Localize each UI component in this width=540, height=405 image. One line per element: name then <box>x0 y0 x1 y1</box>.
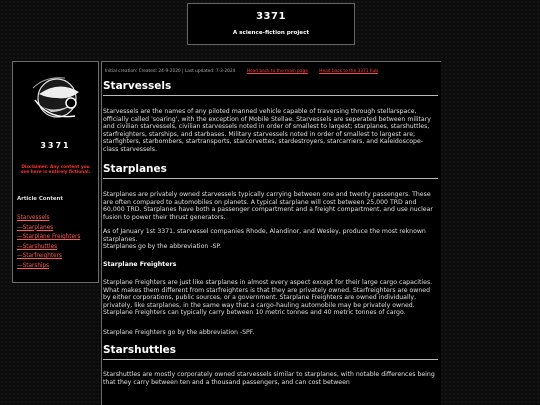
paragraph-starplanes-1: Starplanes are privately owned starvessels typically carrying between one and twenty passengers. These are often compared to automobiles on planets. A typical starplane will cost between 25,000 TRD and 60,000 TRD. Starplanes have both a passenger compartment and a freight compartment, and use nuclear fusion to power their thrust generators. <box>103 191 433 221</box>
site-tagline: A science-fiction project <box>232 30 310 36</box>
paragraph-starplanes-2: As of January 1st 3371, starvessel companies Rhode, Alandinor, and Wesley, produce the most reknown starplanes. <box>103 228 426 243</box>
toc-link-starplanes[interactable]: —Starplanes <box>17 224 54 231</box>
table-of-contents <box>17 214 80 272</box>
sidebar-title: 3371 <box>40 141 71 150</box>
main-page-link[interactable]: Head back to the main page <box>246 69 308 74</box>
paragraph-starplanes-3: Starplanes go by the abbreviation -SP. <box>103 243 222 250</box>
subheading-starplane-freighters: Starplane Freighters <box>103 260 177 268</box>
toc-title: Article Content <box>17 196 63 202</box>
site-title: 3371 <box>256 11 286 22</box>
paragraph-freighters-2: Starplane Freighters go by the abbreviation -SPF. <box>103 328 255 336</box>
article-content <box>103 80 438 386</box>
heading-starplanes: Starplanes <box>103 163 438 179</box>
toc-link-starplane-freighters[interactable]: —Starplane Freighters <box>17 234 81 241</box>
article-main <box>101 61 441 405</box>
toc-link-starfreighters[interactable]: —Starfreighters <box>17 253 62 260</box>
paragraph-starshuttles: Starshuttles are mostly corporately owned starvessels similar to starplanes, with notable differences being that they carry between ten and a thousand passengers, and can cost between <box>103 371 435 386</box>
toc-link-starshuttles[interactable]: —Starshuttles <box>17 243 58 250</box>
heading-starvessels: Starvessels <box>103 80 438 96</box>
disclaimer-text: Disclaimer: Any content you see here is entirely fictional. <box>20 165 91 176</box>
planet-logo-icon <box>29 70 85 126</box>
paragraph-starvessels: Starvessels are the names of any piloted manned vehicle capable of traversing through stellarspace, officially called 'soaring', with the exception of Mobile Stellae. Starvessels are seperated between military and civilian starvessels, civilian starvessels noted in order of smallest to largest; starplanes, starshuttles, starfreighters, starships, and starbases. Military starvessels noted in order of smallest to largest are; starfighters, starbombers, startransports, starcorvettes, stardestroyers, starcarriers, and Kaleidoscope-class starvessels. <box>103 108 431 153</box>
creation-info: Initial creation: Created: 24-9-2020 | Last updated: 7-3-2024 <box>105 69 236 74</box>
paragraph-freighters-1: Starplane Freighters are just like starplanes in almost every aspect except for their large cargo capacities. What makes them different from starfreighters is that they are privately owned. Starfreighters are owned by either corporations, public sources, or a government. Starplane Freighters are owned individually, privately, like starplanes, in the same way that a cargo-hauling automobile may be privately owned. Starplane Freighters can typically carry between 10 metric tonnes and 40 metric tonnes of cargo. <box>103 279 433 316</box>
article-meta <box>105 69 378 74</box>
hub-link[interactable]: Head back to the 3371 hub <box>319 69 378 74</box>
sidebar <box>12 61 99 283</box>
toc-link-starships[interactable]: —Starships <box>17 262 50 269</box>
site-header <box>187 3 355 45</box>
toc-link-starvessels[interactable]: Starvessels <box>17 215 50 221</box>
heading-starshuttles: Starshuttles <box>103 344 438 360</box>
